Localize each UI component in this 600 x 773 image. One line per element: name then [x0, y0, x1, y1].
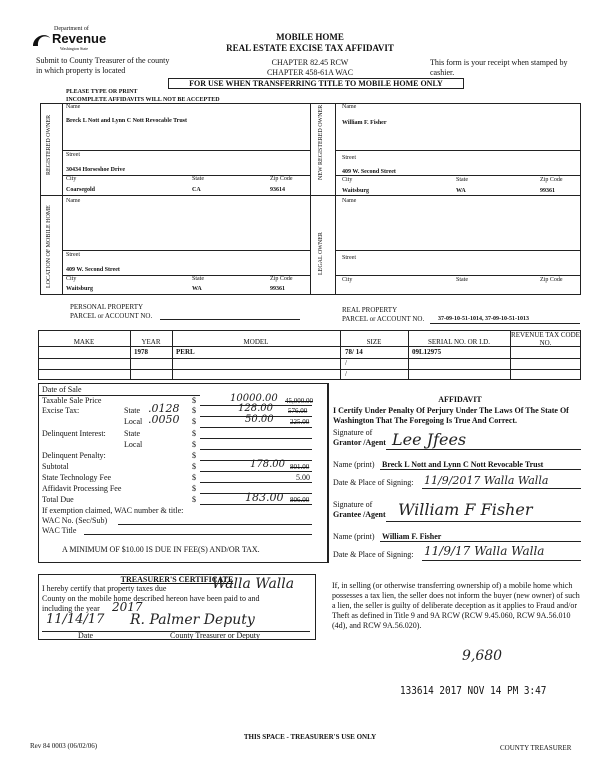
- ro-city-label: City: [66, 176, 77, 182]
- logo-name-text: Revenue: [52, 31, 107, 46]
- tech-fee-value[interactable]: 5.00: [296, 473, 310, 482]
- state-tax-hand[interactable]: 128.00: [238, 403, 273, 414]
- treasurer-county-hand[interactable]: Walla Walla: [212, 576, 295, 592]
- ro-street-label: Street: [66, 152, 80, 158]
- loc-street-value[interactable]: 409 W. Second Street: [66, 267, 120, 273]
- treasurer-use-only: THIS SPACE - TREASURER'S USE ONLY: [243, 733, 377, 741]
- receipt-note: This form is your receipt when stamped by cashier.: [430, 58, 568, 77]
- loc-state-value[interactable]: WA: [192, 286, 202, 292]
- treasurer-signature[interactable]: R. Palmer Deputy: [130, 612, 255, 628]
- logo-state-text: Washington State: [60, 46, 89, 51]
- receipt-number-hand: 9,680: [462, 648, 503, 664]
- grantor-date-label: Date & Place of Signing:: [333, 478, 414, 487]
- no-city-value[interactable]: Waitsburg: [342, 188, 370, 194]
- grantee-date-value[interactable]: 11/9/17 Walla Walla: [424, 544, 545, 558]
- excise-local-label: Local: [124, 417, 143, 426]
- county-treasurer-footer: COUNTY TREASURER: [500, 744, 572, 752]
- ro-state-label: State: [192, 176, 204, 182]
- real-property-label: REAL PROPERTY: [342, 306, 398, 314]
- new-owner-label: NEW REGISTERED OWNER: [318, 104, 324, 180]
- treasurer-year-hand[interactable]: 2017: [112, 600, 143, 614]
- grantee-name-label: Name (print): [333, 532, 375, 541]
- submit-instruction-2: in which property is located: [36, 66, 126, 75]
- ro-zip-value[interactable]: 93614: [270, 187, 285, 193]
- col-tax-code: REVENUE TAX CODE NO.: [511, 331, 580, 347]
- delinquent-interest-label: Delinquent Interest:: [42, 429, 106, 438]
- revision-code: Rev 84 0003 (06/02/06): [30, 742, 98, 750]
- delinquent-penalty-label: Delinquent Penalty:: [42, 451, 106, 460]
- col-year: YEAR: [141, 338, 161, 346]
- incomplete-note: INCOMPLETE AFFIDAVITS WILL NOT BE ACCEPTED: [66, 97, 220, 103]
- treasurer-text-1: I hereby certify that property taxes due: [42, 584, 167, 593]
- loc-city-label: City: [66, 276, 77, 282]
- col-model: MODEL: [243, 338, 269, 346]
- dollar-sign: $: [192, 451, 196, 460]
- loc-zip-value[interactable]: 99361: [270, 286, 285, 292]
- grantee-sig-label-1: Signature of: [333, 500, 373, 509]
- ro-zip-label: Zip Code: [270, 176, 293, 182]
- no-street-label: Street: [342, 155, 356, 161]
- row1-size[interactable]: 78/ 14: [345, 348, 363, 356]
- exemption-label: If exemption claimed, WAC number & title:: [42, 506, 184, 515]
- no-zip-value[interactable]: 99361: [540, 188, 555, 194]
- excise-tax-label: Excise Tax:: [42, 406, 80, 415]
- row3-size[interactable]: /: [345, 370, 347, 378]
- treasurer-sig-label: County Treasurer or Deputy: [170, 631, 260, 640]
- dollar-sign: $: [192, 440, 196, 449]
- ro-name-value[interactable]: Breck L Nott and Lynn C Nott Revocable Trust: [66, 118, 188, 124]
- no-state-value[interactable]: WA: [456, 188, 466, 194]
- wac-title-label: WAC Title: [42, 526, 77, 535]
- grantor-name-value[interactable]: Breck L Nott and Lynn C Nott Revocable Trust: [382, 460, 544, 469]
- loc-zip-label: Zip Code: [270, 276, 293, 282]
- dor-logo: [30, 26, 107, 56]
- ro-street-value[interactable]: 30434 Horseshoe Drive: [66, 167, 125, 173]
- loc-city-value[interactable]: Waitsburg: [66, 286, 94, 292]
- treasurer-date-label: Date: [78, 631, 94, 640]
- subtotal-label: Subtotal: [42, 462, 69, 471]
- dollar-sign: $: [192, 417, 196, 426]
- total-printed: 806.00: [290, 496, 310, 504]
- no-name-label: Name: [342, 104, 357, 110]
- delinquent-local-label: Local: [124, 440, 143, 449]
- dollar-sign: $: [192, 396, 196, 405]
- no-street-value[interactable]: 409 W. Second Street: [342, 169, 396, 175]
- grantor-date-value[interactable]: 11/9/2017 Walla Walla: [424, 474, 549, 487]
- row1-year[interactable]: 1978: [134, 348, 148, 356]
- registered-owner-label: REGISTERED OWNER: [46, 114, 52, 175]
- lo-zip-label: Zip Code: [540, 277, 563, 283]
- total-hand[interactable]: 183.00: [245, 491, 284, 504]
- processing-fee-label: Affidavit Processing Fee: [42, 484, 122, 493]
- tax-lien-notice: If, in selling (or otherwise transferring ownership of) a mobile home which possesses a tax lien, the seller does not inform the buyer (new owner) of such a lien, the seller is guilty of deliberate deception as it applies to Fraud and/or Theft as defined in Title 9 and 9A RCW (RCW 9.45.060, RCW 9A.56.010 (4d), and RCW 9A.56.020).: [332, 581, 580, 630]
- grantee-date-label: Date & Place of Signing:: [333, 550, 414, 559]
- chapter-1: CHAPTER 82.45 RCW: [271, 58, 349, 67]
- local-rate-hand[interactable]: .0050: [148, 413, 180, 426]
- no-zip-label: Zip Code: [540, 177, 563, 183]
- logo-dept-text: Department of: [54, 26, 89, 32]
- taxable-price-hand[interactable]: 10000.00: [230, 393, 278, 404]
- tech-fee-label: State Technology Fee: [42, 473, 112, 482]
- local-tax-hand[interactable]: 50.00: [245, 414, 274, 425]
- excise-state-label: State: [124, 406, 140, 415]
- grantor-signature[interactable]: Lee Jfees: [392, 430, 467, 449]
- cashier-stamp: 133614 2017 NOV 14 PM 3:47: [400, 684, 547, 697]
- pp-parcel-label: PARCEL or ACCOUNT NO.: [70, 312, 153, 320]
- chapter-2: CHAPTER 458-61A WAC: [266, 68, 354, 77]
- no-state-label: State: [456, 177, 468, 183]
- submit-instruction-1: Submit to County Treasurer of the county: [36, 56, 170, 65]
- date-of-sale-label: Date of Sale: [42, 385, 82, 394]
- taxable-price-label: Taxable Sale Price: [42, 396, 102, 405]
- total-due-label: Total Due: [42, 495, 74, 504]
- dollar-sign: $: [192, 462, 196, 471]
- row1-model[interactable]: PERL: [176, 348, 195, 356]
- title-transfer-banner: FOR USE WHEN TRANSFERRING TITLE TO MOBILE HOME ONLY: [168, 78, 464, 89]
- dollar-sign: $: [192, 495, 196, 504]
- form-title-1: MOBILE HOME: [276, 32, 344, 42]
- loc-name-label: Name: [66, 198, 81, 204]
- grantee-signature[interactable]: William F Fisher: [398, 500, 533, 519]
- ro-state-value[interactable]: CA: [192, 187, 201, 193]
- dollar-sign: $: [192, 484, 196, 493]
- col-serial: SERIAL NO. OR I.D.: [428, 338, 490, 346]
- lo-street-label: Street: [342, 255, 356, 261]
- local-tax-printed: 225.00: [290, 418, 310, 426]
- rp-parcel-label: PARCEL or ACCOUNT NO.: [342, 315, 425, 323]
- treasurer-text-2: County on the mobile home described hereon have been paid to and: [42, 594, 260, 603]
- row2-size[interactable]: /: [345, 359, 347, 367]
- treasurer-text-3: including the year: [42, 604, 100, 613]
- legal-owner-label: LEGAL OWNER: [318, 232, 324, 275]
- loc-street-label: Street: [66, 252, 80, 258]
- dollar-sign: $: [192, 429, 196, 438]
- no-name-value[interactable]: William F. Fisher: [342, 120, 387, 126]
- col-make: MAKE: [73, 338, 95, 346]
- no-city-label: City: [342, 177, 353, 183]
- state-rate-hand[interactable]: .0128: [148, 402, 180, 415]
- grantee-name-value[interactable]: William F. Fisher: [382, 532, 442, 541]
- personal-property-label: PERSONAL PROPERTY: [70, 303, 144, 311]
- logo-swoosh-icon: [30, 30, 52, 52]
- wac-no-label: WAC No. (Sec/Sub): [42, 516, 108, 525]
- minimum-notice: A MINIMUM OF $10.00 IS DUE IN FEE(S) AND/OR TAX.: [62, 545, 260, 554]
- type-or-print-note: PLEASE TYPE OR PRINT: [66, 89, 138, 95]
- subtotal-hand[interactable]: 178.00: [250, 459, 285, 470]
- ro-city-value[interactable]: Coarsegold: [66, 187, 95, 193]
- dollar-sign: $: [192, 406, 196, 415]
- grantee-sig-label-2: Grantee /Agent: [333, 510, 386, 519]
- treasurer-date-hand[interactable]: 11/14/17: [46, 612, 105, 627]
- subtotal-printed: 801.00: [290, 463, 310, 471]
- loc-state-label: State: [192, 276, 204, 282]
- treasurer-title: TREASURER'S CERTIFICATE: [120, 575, 234, 584]
- grantor-name-label: Name (print): [333, 460, 375, 469]
- lo-city-label: City: [342, 277, 353, 283]
- location-label: LOCATION OF MOBILE HOME: [46, 205, 52, 288]
- grantor-sig-label-1: Signature of: [333, 428, 373, 437]
- dollar-sign: $: [192, 473, 196, 482]
- col-size: SIZE: [366, 338, 382, 346]
- rp-parcel-value[interactable]: 37-09-10-51-1014, 37-09-10-51-1013: [438, 316, 529, 322]
- taxable-price-printed: 45,000.00: [285, 397, 313, 405]
- lo-state-label: State: [456, 277, 468, 283]
- affidavit-title: AFFIDAVIT: [438, 395, 482, 404]
- affidavit-statement: I Certify Under Penalty Of Perjury Under The Laws Of The State Of Washington That The Foregoing Is True And Correct.: [333, 406, 569, 425]
- form-title-2: REAL ESTATE EXCISE TAX AFFIDAVIT: [226, 43, 394, 53]
- lo-name-label: Name: [342, 198, 357, 204]
- delinquent-state-label: State: [124, 429, 140, 438]
- ro-name-label: Name: [66, 104, 81, 110]
- grantor-sig-label-2: Grantor /Agent: [333, 438, 386, 447]
- row1-serial[interactable]: 09L12975: [412, 348, 442, 356]
- state-tax-printed: 576.00: [288, 407, 308, 415]
